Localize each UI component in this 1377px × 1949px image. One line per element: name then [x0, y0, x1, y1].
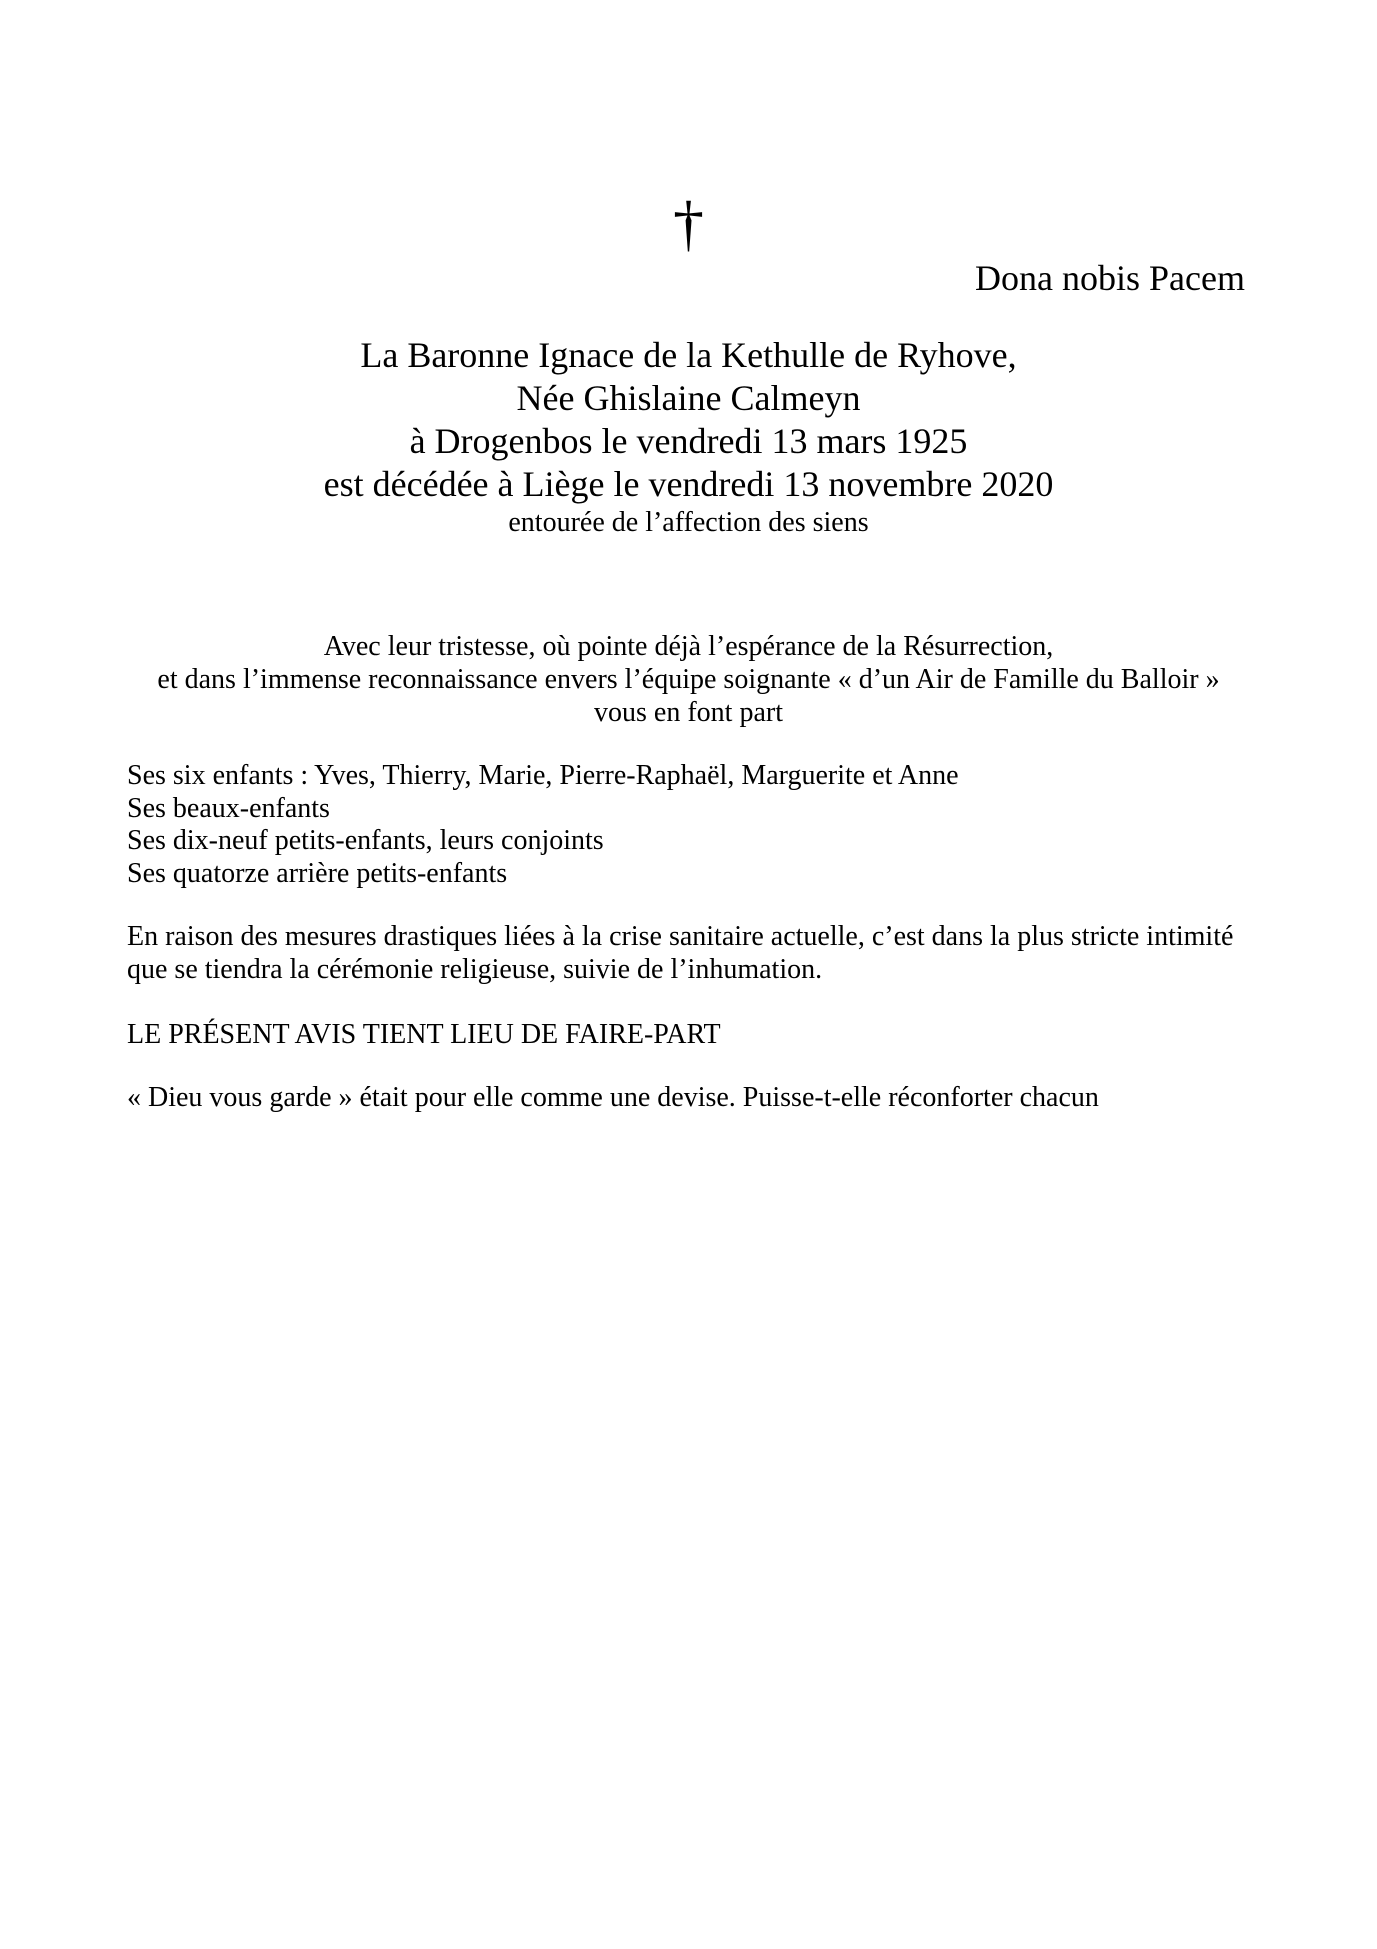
intro-line-1: Avec leur tristesse, où pointe déjà l’espérance de la Résurrection,	[323, 631, 1054, 662]
intro-block	[0, 630, 1377, 729]
family-list-block	[127, 760, 959, 890]
deceased-death-line: est décédée à Liège le vendredi 13 novembre 2020	[323, 464, 1054, 504]
intro-line-2: et dans l’immense reconnaissance envers l’équipe soignante « d’un Air de Famille du Balloir »	[157, 664, 1220, 695]
ceremony-line-2: que se tiendra la cérémonie religieuse, suivie de l’inhumation.	[127, 954, 823, 985]
deceased-maiden-name-line: Née Ghislaine Calmeyn	[516, 378, 861, 418]
family-grandchildren-line: Ses dix-neuf petits-enfants, leurs conjoints	[127, 825, 604, 856]
deceased-surrounded-line: entourée de l’affection des siens	[508, 507, 869, 538]
family-inlaws-line: Ses beaux-enfants	[127, 792, 330, 824]
deceased-name-line: La Baronne Ignace de la Kethulle de Ryhove,	[360, 335, 1017, 375]
ceremony-paragraph	[127, 920, 1233, 986]
devise-line: « Dieu vous garde » était pour elle comme une devise. Puisse-t-elle réconforter chacun	[127, 1082, 1099, 1113]
deceased-announcement-block	[0, 334, 1377, 540]
motto-text: Dona nobis Pacem	[975, 258, 1245, 298]
family-children-line: Ses six enfants : Yves, Thierry, Marie, Pierre-Raphaël, Marguerite et Anne	[127, 760, 959, 791]
notice-line: LE PRÉSENT AVIS TIENT LIEU DE FAIRE-PART	[127, 1019, 721, 1050]
cross-icon: †	[673, 190, 704, 258]
family-greatgrandchildren-line: Ses quatorze arrière petits-enfants	[127, 857, 508, 889]
intro-line-3: vous en font part	[594, 697, 783, 728]
ceremony-line-1: En raison des mesures drastiques liées à la crise sanitaire actuelle, c’est dans la plus stricte intimité	[127, 921, 1234, 952]
deceased-birth-line: à Drogenbos le vendredi 13 mars 1925	[409, 421, 968, 461]
